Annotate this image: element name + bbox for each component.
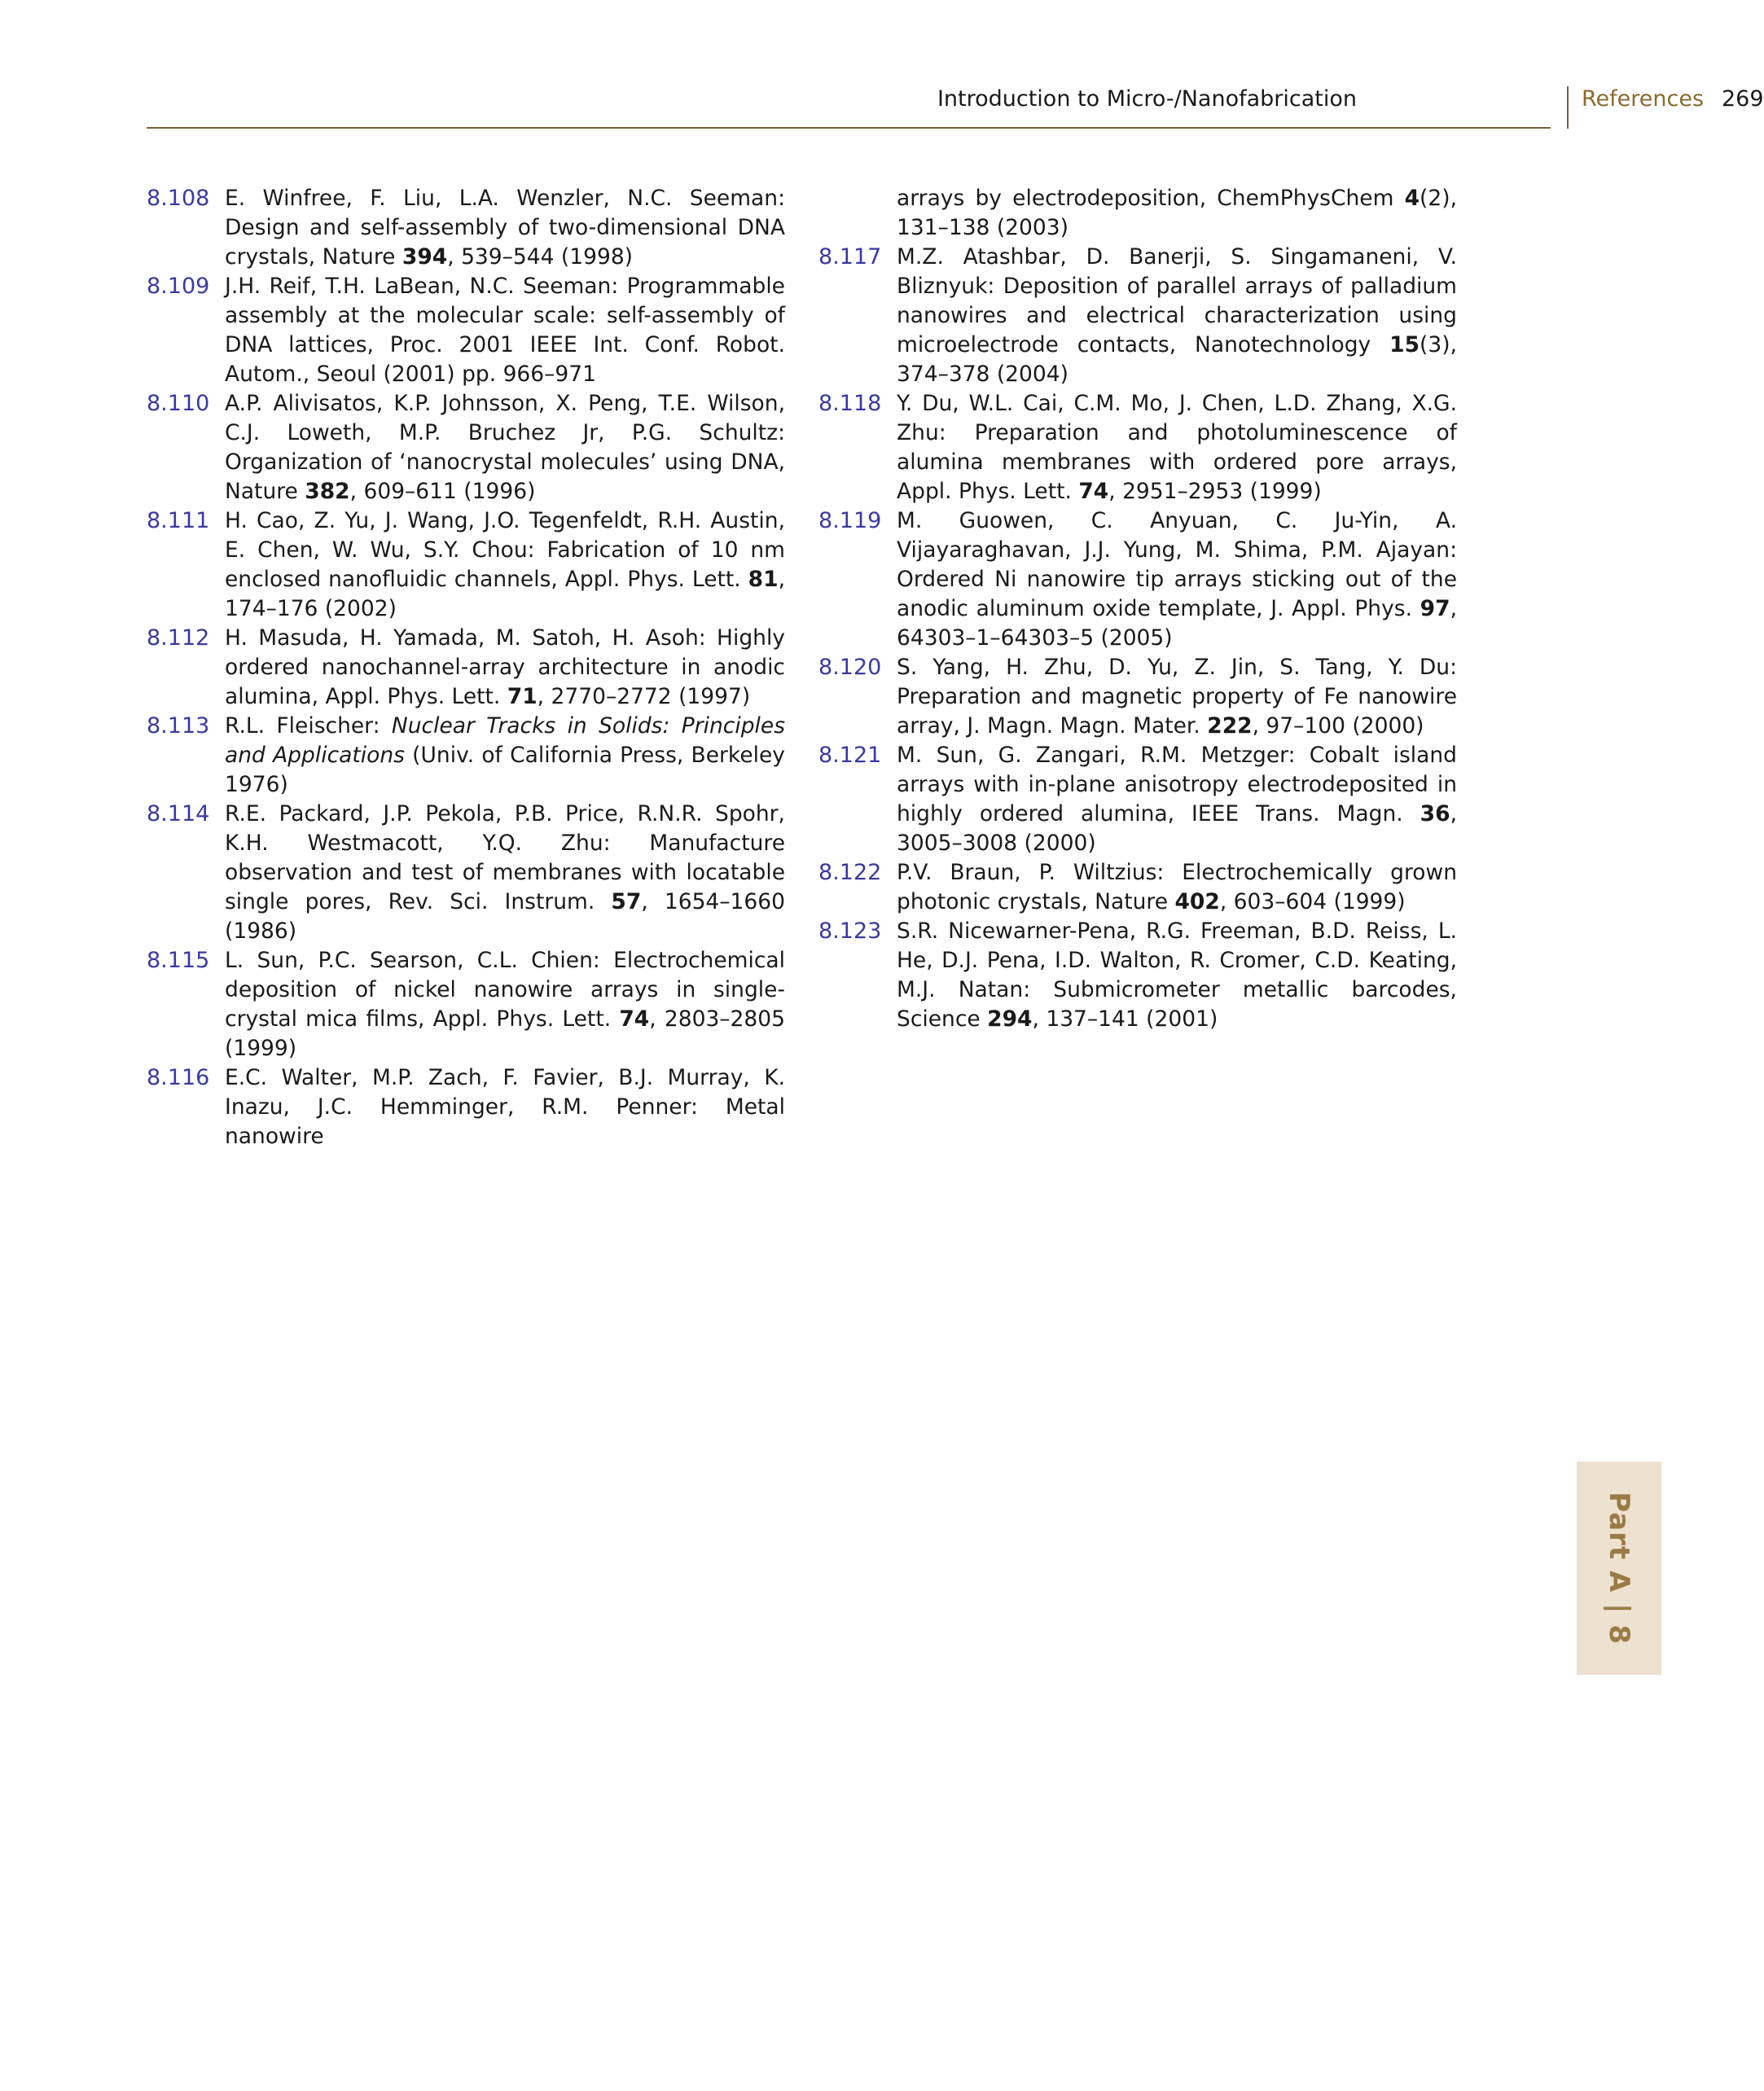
references-column-right (818, 184, 1457, 1034)
reference-number: 8.115 (147, 948, 210, 973)
reference-entry (818, 389, 1457, 506)
reference-number: 8.118 (818, 391, 882, 416)
reference-entry (818, 741, 1457, 858)
reference-text: E.C. Walter, M.P. Zach, F. Favier, B.J. Murray, K. Inazu, J.C. Hemminger, R.M. Penner: Metal nanowire (225, 1065, 785, 1149)
reference-text: M. Guowen, C. Anyuan, C. Ju-Yin, A. Vijayaraghavan, J.J. Yung, M. Shima, P.M. Ajayan: Ordered Ni nanowire tip arrays sticking out of the anodic aluminum oxide template, J. Appl. Phys. 97, 64303–1–64303–5 (2005) (897, 508, 1457, 651)
reference-number: 8.117 (818, 244, 882, 270)
reference-continuation: arrays by electrodeposition, ChemPhysChem 4(2), 131–138 (2003) (897, 186, 1457, 240)
reference-text: R.E. Packard, J.P. Pekola, P.B. Price, R.N.R. Spohr, K.H. Westmacott, Y.Q. Zhu: Manufacture observation and test of membranes with locatable single pores, Rev. Sci. Instrum. 57, 1654–1660 (1986) (225, 801, 785, 944)
part-tab-label: Part A | 8 (1603, 1492, 1635, 1645)
reference-number: 8.120 (818, 655, 882, 680)
reference-text: Y. Du, W.L. Cai, C.M. Mo, J. Chen, L.D. Zhang, X.G. Zhu: Preparation and photoluminescence of alumina membranes with ordered pore arrays, Appl. Phys. Lett. 74, 2951–2953 (1999) (897, 391, 1457, 504)
reference-entry (147, 624, 785, 712)
reference-entry (818, 243, 1457, 389)
reference-number: 8.121 (818, 743, 882, 768)
reference-text: S. Yang, H. Zhu, D. Yu, Z. Jin, S. Tang, Y. Du: Preparation and magnetic property of Fe nanowire array, J. Magn. Magn. Mater. 222, 97–100 (2000) (897, 655, 1457, 739)
reference-text: M.Z. Atashbar, D. Banerji, S. Singamaneni, V. Bliznyuk: Deposition of parallel arrays of palladium nanowires and electrical characterization using microelectrode contacts, Nanotechnology 15(3), 374–378 (2004) (897, 244, 1457, 387)
reference-entry (818, 917, 1457, 1034)
reference-number: 8.119 (818, 508, 882, 533)
reference-number: 8.113 (147, 713, 210, 739)
reference-number: 8.109 (147, 274, 210, 299)
reference-entry (818, 653, 1457, 741)
section-title: References (1582, 86, 1705, 112)
reference-number: 8.114 (147, 801, 210, 826)
reference-entry (147, 712, 785, 800)
reference-entry (147, 946, 785, 1063)
reference-entry (147, 389, 785, 506)
reference-number: 8.111 (147, 508, 210, 533)
reference-entry (147, 184, 785, 272)
reference-entry (147, 800, 785, 946)
reference-text: H. Masuda, H. Yamada, M. Satoh, H. Asoh: Highly ordered nanochannel-array architecture in anodic alumina, Appl. Phys. Lett. 71, 2770–2772 (1997) (225, 625, 785, 709)
reference-entry (147, 506, 785, 624)
reference-number: 8.112 (147, 625, 210, 651)
header-divider (1567, 86, 1569, 129)
reference-number: 8.116 (147, 1065, 210, 1090)
reference-entry (147, 272, 785, 389)
reference-text: R.L. Fleischer: Nuclear Tracks in Solids: Principles and Applications (Univ. of California Press, Berkeley 1976) (225, 713, 786, 797)
reference-number: 8.110 (147, 391, 210, 416)
reference-entry (818, 858, 1457, 917)
reference-text: H. Cao, Z. Yu, J. Wang, J.O. Tegenfeldt, R.H. Austin, E. Chen, W. Wu, S.Y. Chou: Fabrication of 10 nm enclosed nanofluidic channels, Appl. Phys. Lett. 81, 174–176 (2002) (225, 508, 785, 621)
reference-text: M. Sun, G. Zangari, R.M. Metzger: Cobalt island arrays with in-plane anisotropy electrodeposited in highly ordered alumina, IEEE Trans. Magn. 36, 3005–3008 (2000) (897, 743, 1457, 856)
part-tab (1577, 1462, 1661, 1675)
page-number: 269 (1722, 86, 1764, 112)
reference-number: 8.108 (147, 186, 210, 211)
running-title: Introduction to Micro-/Nanofabrication (937, 86, 1357, 112)
reference-entry (147, 1063, 785, 1151)
page-header (147, 81, 1764, 129)
reference-text: J.H. Reif, T.H. LaBean, N.C. Seeman: Programmable assembly at the molecular scale: self-assembly of DNA lattices, Proc. 2001 IEEE Int. Conf. Robot. Autom., Seoul (2001) pp. 966–971 (225, 274, 785, 387)
reference-text: A.P. Alivisatos, K.P. Johnsson, X. Peng, T.E. Wilson, C.J. Loweth, M.P. Bruchez Jr, P.G. Schultz: Organization of ‘nanocrystal molecules’ using DNA, Nature 382, 609–611 (1996) (225, 391, 785, 504)
reference-text: S.R. Nicewarner-Pena, R.G. Freeman, B.D. Reiss, L. He, D.J. Pena, I.D. Walton, R. Cromer, C.D. Keating, M.J. Natan: Submicrometer metallic barcodes, Science 294, 137–141 (2001) (897, 918, 1457, 1032)
reference-text: L. Sun, P.C. Searson, C.L. Chien: Electrochemical deposition of nickel nanowire arrays in single-crystal mica films, Appl. Phys. Lett. 74, 2803–2805 (1999) (225, 948, 785, 1061)
reference-entry (818, 506, 1457, 653)
references-column-left (147, 184, 785, 1151)
reference-text: P.V. Braun, P. Wiltzius: Electrochemically grown photonic crystals, Nature 402, 603–604 (1999) (897, 860, 1457, 914)
header-rule (147, 127, 1551, 129)
reference-text: E. Winfree, F. Liu, L.A. Wenzler, N.C. Seeman: Design and self-assembly of two-dimensional DNA crystals, Nature 394, 539–544 (1998) (225, 186, 785, 270)
reference-number: 8.122 (818, 860, 882, 885)
reference-number: 8.123 (818, 918, 882, 944)
